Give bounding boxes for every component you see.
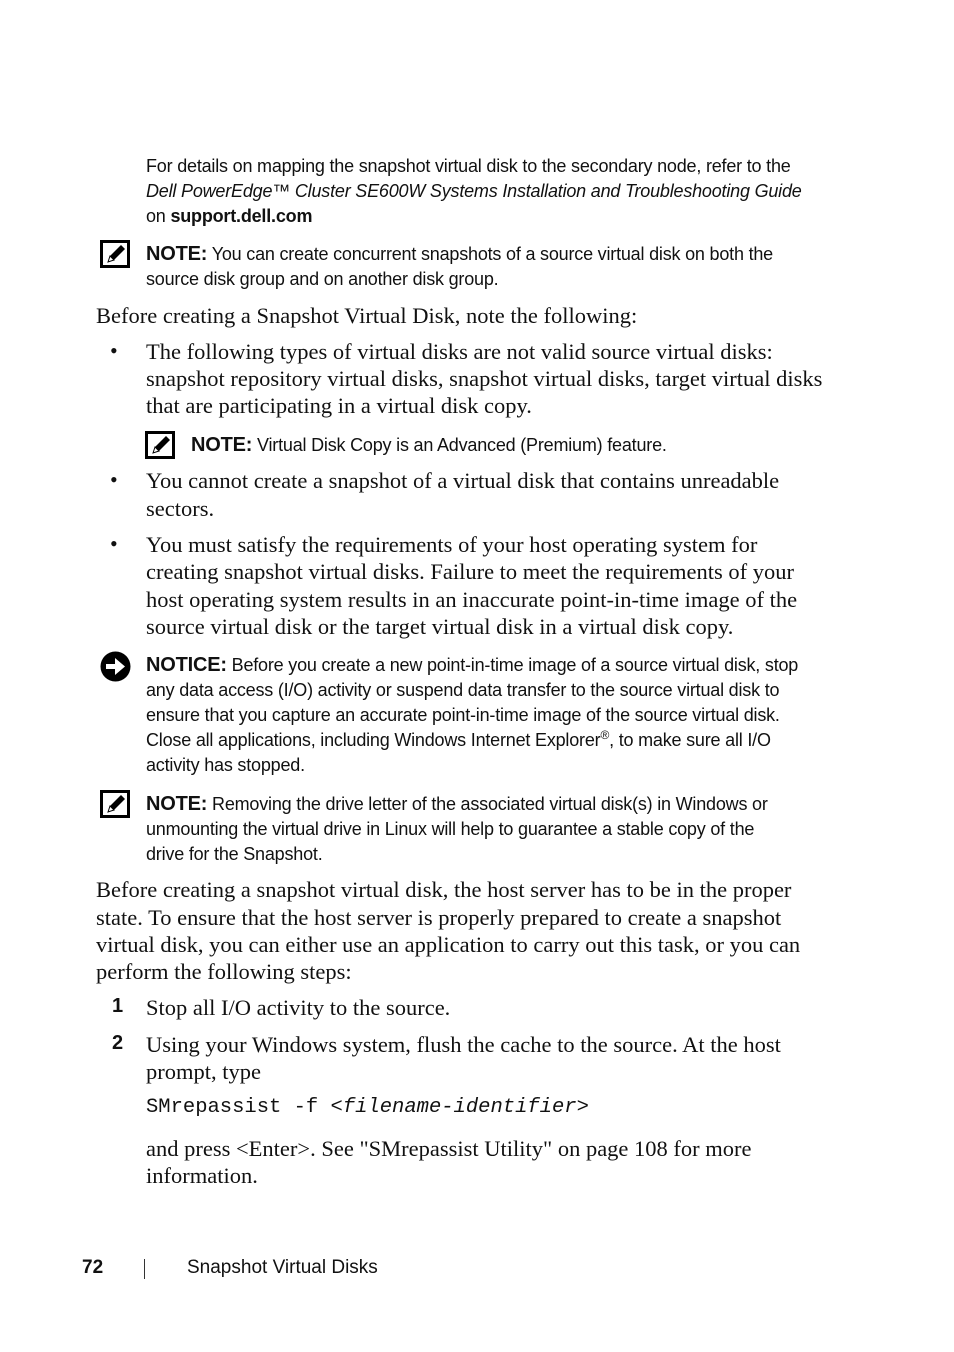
intro-on: on xyxy=(146,206,166,226)
bullet-3-line-1: You must satisfy the requirements of your host operating system for xyxy=(146,532,758,557)
guide-title: Dell PowerEdge™ Cluster SE600W Systems Installation and Troubleshooting Guide xyxy=(146,181,802,201)
bullet-2-line-1: You cannot create a snapshot of a virtual disk that contains unreadable xyxy=(146,468,780,493)
notice-line-3: ensure that you capture an accurate point-in-time image of the source virtual disk. xyxy=(146,705,780,725)
note-1-line-1 xyxy=(146,242,773,267)
footer-divider xyxy=(144,1259,145,1279)
notice-line-1 xyxy=(146,653,798,678)
notice-line-5: activity has stopped. xyxy=(146,755,305,775)
intro-line-3 xyxy=(146,204,312,229)
note-2-line-1 xyxy=(146,792,768,817)
step-2-line-2: prompt, type xyxy=(146,1059,261,1084)
bullet-1-line-1: The following types of virtual disks are not valid source virtual disks: xyxy=(146,339,773,364)
notice-text-4b: , to make sure all I/O xyxy=(609,730,771,750)
notice-label: NOTICE: xyxy=(146,654,227,676)
notice-arrow-icon xyxy=(100,651,131,682)
support-link[interactable]: support.dell.com xyxy=(170,206,313,226)
bullet-symbol: • xyxy=(110,531,118,556)
note-label: NOTE: xyxy=(191,434,253,456)
note-1-text-1: You can create concurrent snapshots of a source virtual disk on both the xyxy=(211,244,773,264)
para2-line-1: Before creating a snapshot virtual disk, the host server has to be in the proper xyxy=(96,877,792,902)
registered-mark: ® xyxy=(600,728,610,742)
command-prefix: SMrepassist -f < xyxy=(146,1096,343,1119)
note-label: NOTE: xyxy=(146,793,208,815)
bullet-symbol: • xyxy=(110,338,118,363)
step-2-line-1: Using your Windows system, flush the cache to the source. At the host xyxy=(146,1032,781,1057)
before-heading: Before creating a Snapshot Virtual Disk, note the following: xyxy=(96,303,638,328)
page-number: 72 xyxy=(82,1257,104,1278)
note-inline-text: Virtual Disk Copy is an Advanced (Premium) feature. xyxy=(257,435,667,455)
note-label: NOTE: xyxy=(146,243,208,265)
note-pencil-icon xyxy=(100,240,130,268)
notice-line-2: any data access (I/O) activity or suspend data transfer to the source virtual disk to xyxy=(146,680,780,700)
bullet-3-line-3: host operating system results in an inaccurate point-in-time image of the xyxy=(146,587,798,612)
note-2-text-1: Removing the drive letter of the associated virtual disk(s) in Windows or xyxy=(212,794,768,814)
note-2-line-3: drive for the Snapshot. xyxy=(146,844,323,864)
bullet-2-line-2: sectors. xyxy=(146,496,215,521)
para2-line-2: state. To ensure that the host server is properly prepared to create a snapshot xyxy=(96,905,782,930)
bullet-1-line-3: that are participating in a virtual disk copy. xyxy=(146,393,532,418)
command-suffix: > xyxy=(576,1096,589,1119)
bullet-3-line-4: source virtual disk or the target virtual disk in a virtual disk copy. xyxy=(146,614,734,639)
step-1-text: Stop all I/O activity to the source. xyxy=(146,995,451,1020)
notice-line-4 xyxy=(146,728,771,753)
after-command-line-1: and press <Enter>. See "SMrepassist Utility" on page 108 for more xyxy=(146,1136,752,1161)
notice-text-4a: Close all applications, including Windows Internet Explorer xyxy=(146,730,601,750)
notice-text-1: Before you create a new point-in-time image of a source virtual disk, stop xyxy=(231,655,799,675)
step-number: 2 xyxy=(112,1032,124,1054)
section-title: Snapshot Virtual Disks xyxy=(187,1257,378,1278)
note-pencil-icon xyxy=(145,431,175,459)
command-line xyxy=(146,1095,589,1121)
para2-line-4: perform the following steps: xyxy=(96,959,352,984)
note-inline-line xyxy=(191,433,667,458)
note-1-line-2: source disk group and on another disk group. xyxy=(146,269,499,289)
note-2-line-2: unmounting the virtual drive in Linux will help to guarantee a stable copy of the xyxy=(146,819,755,839)
bullet-1-line-2: snapshot repository virtual disks, snapshot virtual disks, target virtual disks xyxy=(146,366,823,391)
step-number: 1 xyxy=(112,995,124,1017)
bullet-symbol: • xyxy=(110,467,118,492)
command-argument: filename-identifier xyxy=(342,1096,577,1119)
bullet-3-line-2: creating snapshot virtual disks. Failure to meet the requirements of your xyxy=(146,559,794,584)
para2-line-3: virtual disk, you can either use an application to carry out this task, or you can xyxy=(96,932,801,957)
intro-line-1: For details on mapping the snapshot virtual disk to the secondary node, refer to the xyxy=(146,156,791,176)
note-pencil-icon xyxy=(100,790,130,818)
after-command-line-2: information. xyxy=(146,1163,258,1188)
